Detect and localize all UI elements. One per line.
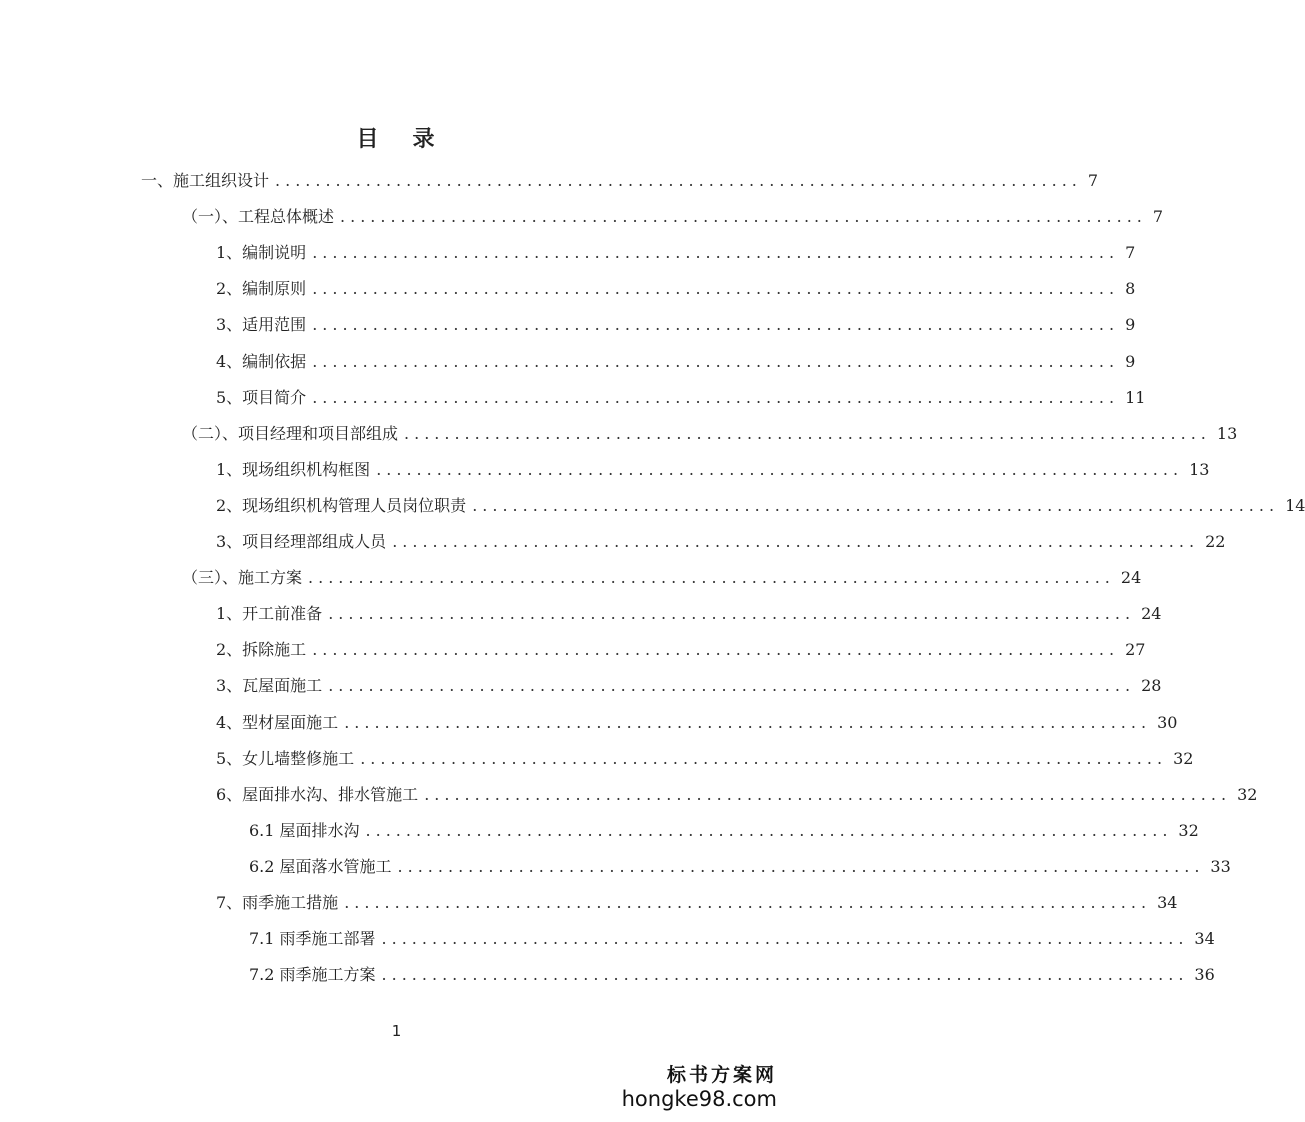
toc-entry[interactable]: [216, 380, 1146, 416]
toc-leader-dots: ................................................................................: [312, 351, 1120, 371]
toc-entry-page: 33: [1210, 856, 1231, 876]
toc-entry-label: 7.2 雨季施工方案: [249, 965, 376, 985]
toc-entry[interactable]: [216, 488, 1305, 524]
toc-leader-dots: ................................................................................: [365, 820, 1173, 840]
toc-entry-page: 11: [1125, 387, 1146, 407]
toc-entry[interactable]: [216, 524, 1226, 560]
toc-entry-page: 9: [1125, 351, 1136, 371]
toc-entry-page: 13: [1216, 423, 1238, 443]
toc-leader-dots: ................................................................................: [340, 207, 1147, 227]
toc-entry-page: 32: [1237, 784, 1258, 804]
toc-leader-dots: ................................................................................: [312, 640, 1120, 660]
toc-entry-label: 2、现场组织机构管理人员岗位职责: [216, 495, 467, 515]
toc-entry[interactable]: [216, 271, 1136, 307]
toc-entry[interactable]: [141, 163, 1099, 199]
toc-entry[interactable]: [182, 416, 1238, 452]
toc-entry[interactable]: [216, 632, 1146, 668]
toc-entry[interactable]: [216, 452, 1210, 488]
toc-entry-page: 22: [1205, 532, 1226, 551]
toc-entry-label: 6.2 屋面落水管施工: [249, 856, 392, 876]
toc-entry-label: 1、编制说明: [216, 243, 307, 263]
toc-leader-dots: ................................................................................: [308, 568, 1115, 588]
toc-leader-dots: ................................................................................: [312, 279, 1120, 299]
toc-leader-dots: ................................................................................: [360, 748, 1168, 768]
toc-leader-dots: ................................................................................: [376, 459, 1184, 479]
page-title: [0, 122, 793, 153]
toc-entry-page: 8: [1125, 279, 1136, 299]
toc-entry-page: 36: [1194, 965, 1215, 985]
page-number: 1: [391, 1022, 402, 1040]
toc-entry-label: 1、开工前准备: [216, 604, 323, 624]
toc-entry[interactable]: [249, 921, 1215, 957]
toc-entry[interactable]: [216, 235, 1136, 271]
title-char-2: 录: [412, 126, 437, 152]
toc-leader-dots: ................................................................................: [328, 604, 1136, 624]
toc-entry-label: （三）、施工方案: [182, 568, 303, 588]
toc-entry-page: 24: [1141, 604, 1162, 624]
toc-entry-label: 5、项目简介: [216, 387, 307, 407]
toc-entry-label: 5、女儿墙整修施工: [216, 748, 355, 768]
toc-entry-page: 9: [1125, 315, 1136, 335]
toc-entry-page: 14: [1285, 495, 1305, 515]
toc-entry-label: 2、拆除施工: [216, 640, 307, 660]
watermark-logo: [622, 1064, 777, 1112]
toc-entry-page: 34: [1157, 893, 1178, 912]
toc-leader-dots: ................................................................................: [344, 893, 1152, 912]
toc-entry-page: 27: [1125, 640, 1146, 660]
toc-leader-dots: ................................................................................: [404, 423, 1211, 443]
toc-entry-page: 7: [1087, 171, 1099, 190]
toc-entry-label: 6、屋面排水沟、排水管施工: [216, 784, 419, 804]
toc-entry[interactable]: [216, 668, 1162, 704]
toc-leader-dots: ................................................................................: [472, 495, 1280, 515]
toc-leader-dots: ................................................................................: [344, 712, 1152, 732]
toc-entry-label: 一、施工组织设计: [141, 171, 270, 190]
toc-entry[interactable]: [216, 344, 1136, 380]
toc-entry-label: 6.1 屋面排水沟: [249, 820, 360, 840]
toc-entry-label: 3、瓦屋面施工: [216, 676, 323, 696]
toc-leader-dots: ................................................................................: [381, 965, 1189, 985]
toc-entry-label: （二）、项目经理和项目部组成: [182, 423, 399, 443]
toc-entry[interactable]: [216, 307, 1136, 343]
toc-entry[interactable]: [216, 596, 1162, 632]
toc-entry-label: 7、雨季施工措施: [216, 893, 339, 912]
toc-leader-dots: ................................................................................: [392, 532, 1200, 551]
toc-entry-page: 7: [1152, 207, 1164, 227]
toc-entry-label: 3、项目经理部组成人员: [216, 532, 387, 551]
toc-entry[interactable]: [216, 705, 1178, 741]
toc-entry[interactable]: [216, 741, 1194, 777]
toc-entry-label: 7.1 雨季施工部署: [249, 929, 376, 949]
toc-entry-label: 3、适用范围: [216, 315, 307, 335]
toc-entry-page: 28: [1141, 676, 1162, 696]
toc-entry-page: 32: [1178, 820, 1199, 840]
toc-leader-dots: ................................................................................: [275, 171, 1082, 190]
toc-entry-page: 30: [1157, 712, 1178, 732]
toc-entry-label: （一）、工程总体概述: [182, 207, 335, 227]
toc-leader-dots: ................................................................................: [397, 856, 1205, 876]
toc-entry-page: 34: [1194, 929, 1215, 949]
toc-entry[interactable]: [216, 885, 1178, 921]
toc-entry-label: 1、现场组织机构框图: [216, 459, 371, 479]
watermark-chinese: 标书方案网: [666, 1064, 777, 1086]
toc-leader-dots: ................................................................................: [381, 929, 1189, 949]
toc-entry-page: 32: [1173, 748, 1194, 768]
toc-entry-page: 7: [1125, 243, 1136, 263]
title-char-1: 目: [356, 126, 381, 152]
toc-entry[interactable]: [182, 199, 1164, 235]
toc-entry-label: 4、编制依据: [216, 351, 307, 371]
toc-entry[interactable]: [249, 813, 1199, 849]
toc-entry-page: 13: [1189, 459, 1210, 479]
toc-leader-dots: ................................................................................: [312, 243, 1120, 263]
toc-leader-dots: ................................................................................: [424, 784, 1232, 804]
toc-entry[interactable]: [182, 560, 1142, 596]
toc-entry[interactable]: [216, 777, 1258, 813]
toc-entry[interactable]: [249, 957, 1215, 993]
toc-leader-dots: ................................................................................: [328, 676, 1136, 696]
toc-leader-dots: ................................................................................: [312, 315, 1120, 335]
watermark-domain: hongke98.com: [621, 1087, 777, 1111]
toc-entry-label: 2、编制原则: [216, 279, 307, 299]
toc-leader-dots: ................................................................................: [312, 387, 1120, 407]
toc-entry-label: 4、型材屋面施工: [216, 712, 339, 732]
toc-entry-page: 24: [1120, 568, 1142, 588]
toc-entry[interactable]: [249, 849, 1231, 885]
